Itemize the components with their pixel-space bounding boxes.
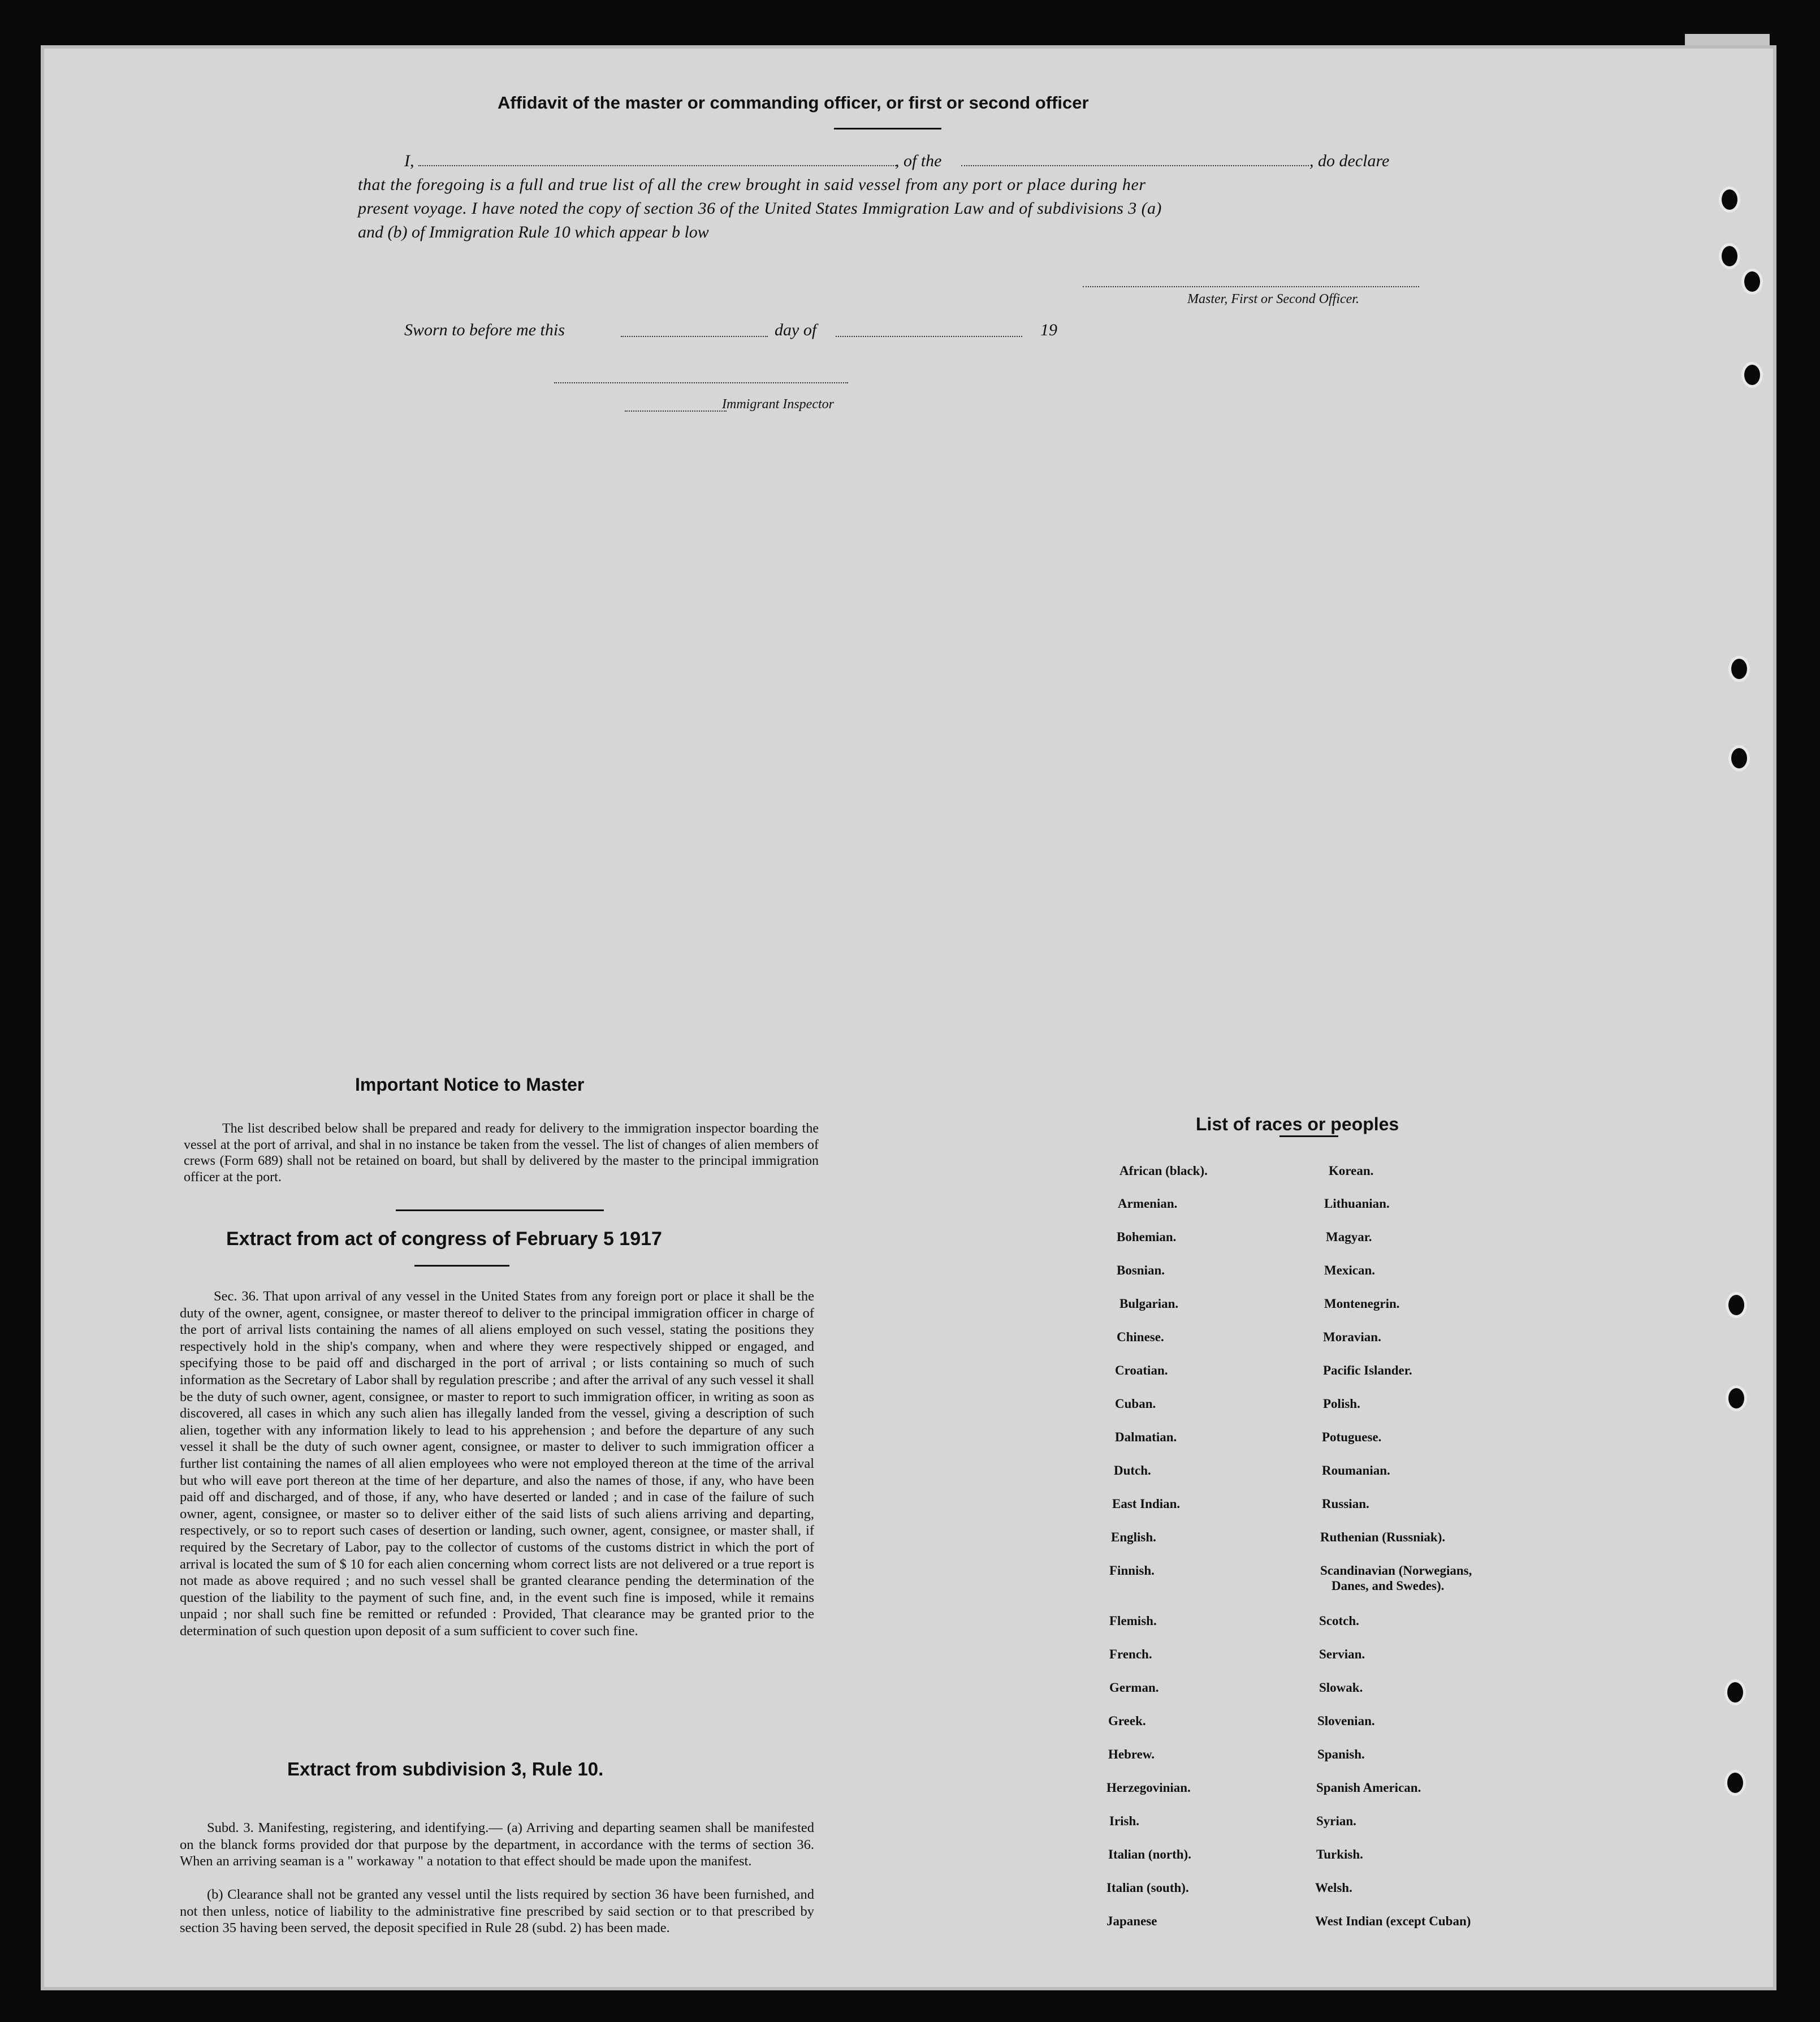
race-item: Bohemian. [1117,1230,1177,1244]
race-item: African (black). [1119,1164,1208,1178]
race-item: Bulgarian. [1119,1297,1179,1311]
race-item: Scandinavian (Norwegians, [1320,1563,1472,1578]
sworn-month-blank [836,336,1022,337]
binder-hole [1719,187,1740,213]
signature-label: Master, First or Second Officer. [1187,292,1359,306]
act-extract-text: Sec. 36. That upon arrival of any vessel in the United States from any foreign port or place it shall be the duty of the owner, agent, consignee, or master thereof to deliver to the principal immigration officer in charge of the port of arrival lists containing the names of all aliens employed on such vessel, stating the positions they respectively hold in the ship's company, when and where they were respectively shipped or engaged, and specifying those to be paid off and discharged in the port of arrival ; or lists containing so much of such information as the Secretary of Labor shall by regulation prescribe ; and after the arrival of any such vessel it shall be the duty of such owner, agent, consignee, or master to report to such immigration officer, in writing as soon as discovered, all cases in which any such alien has illegally landed from the vessel, giving a description of such alien, together with any information likely to lead to his apprehension ; and before the departure of any such vessel it shall be the duty of such owner agent, consignee, or master to deliver to such immigration officer a further list containing the names of all alien employees who were not employed thereon at the time of the arrival but who will eave port thereon at the time of her departure, and also the names of those, if any, who have been paid off and discharged, and of those, if any, who have deserted or landed ; and in case of the failure of such owner, agent, consignee, or master so to deliver either of the said lists of such aliens arriving and departing, respectively, or so to report such cases of desertion or landing, such owner, agent, consignee, or master shall, if required by the Secretary of Labor, pay to the collector of customs of the customs district in which the port of arrival is located the sum of $ 10 for each alien concerning whom correct lists are not delivered or a true report is not made as above required ; and no such vessel shall be granted clearance pending the determination of the question of the liability to the payment of such fine, and, in the event such fine is imposed, while it remains unpaid ; nor shall such fine be remitted or refunded : Provided, That clearance may be granted prior to the determination of such question upon deposit of a sum sufficient to cover such fine. [180,1289,814,1639]
affidavit-title-rule [834,128,941,129]
rule-extract-text-b: (b) Clearance shall not be granted any vessel until the lists required by section 36 have been furnished, and not then unless, notice of liability to the administrative fine prescribed by said section or to that prescribed by section 35 having been served, the deposit specified in Rule 28 (subd. 2) has been made. [180,1887,814,1936]
affidavit-vessel-blank [961,165,1309,166]
race-item: Dutch. [1114,1463,1151,1477]
races-title-underline [1279,1135,1338,1137]
binder-hole [1724,1679,1746,1705]
signature-line [1083,286,1419,287]
race-item: Dalmatian. [1115,1430,1177,1444]
race-item: Moravian. [1323,1330,1381,1344]
binder-hole [1728,745,1750,771]
affidavit-title: Affidavit of the master or commanding officer, or first or second officer [498,93,1089,113]
race-item: Turkish. [1316,1847,1363,1861]
rule-extract-title: Extract from subdivision 3, Rule 10. [287,1759,604,1779]
race-item: Korean. [1329,1164,1374,1178]
sworn-text-start: Sworn to before me this [404,321,565,339]
inspector-label: Immigrant Inspector [722,397,834,412]
race-item: Magyar. [1326,1230,1372,1244]
race-item: Hebrew. [1108,1747,1155,1761]
race-item: Scotch. [1319,1614,1359,1628]
race-item: Irish. [1109,1814,1140,1828]
act-extract-rule [414,1265,509,1267]
affidavit-line2: that the foregoing is a full and true list of all the crew brought in said vessel from any port or place during her [358,175,1146,194]
document-sheet [41,45,1776,1990]
race-item: Welsh. [1315,1881,1352,1895]
sworn-day-blank [621,336,768,337]
notice-title: Important Notice to Master [355,1074,585,1095]
rule-extract-text-a: Subd. 3. Manifesting, registering, and identifying.— (a) Arriving and departing seamen shall be manifested on the blanck forms provided dor that purpose by the department, in accordance with the terms of section 36. When an arriving seaman is a " workaway " a notation to that effect should be made upon the manifest. [180,1820,814,1869]
race-item: Flemish. [1109,1614,1157,1628]
race-item: Lithuanian. [1324,1196,1390,1211]
race-item: Servian. [1319,1647,1365,1661]
race-item: Italian (south). [1106,1881,1189,1895]
race-item: Bosnian. [1117,1263,1165,1277]
inspector-line-top [554,382,848,383]
affidavit-line3: present voyage. I have noted the copy of section 36 of the United States Immigration Law and of subdivisions 3 (a) [358,199,1162,218]
affidavit-line1-mid: , of the [895,152,942,170]
binder-hole [1726,1385,1747,1411]
race-item: Montenegrin. [1324,1297,1400,1311]
affidavit-line4: and (b) of Immigration Rule 10 which appear b low [358,223,709,241]
race-item: Slowak. [1319,1680,1363,1695]
affidavit-name-blank [418,165,896,166]
race-item: Cuban. [1115,1397,1156,1411]
race-item: Armenian. [1118,1196,1178,1211]
bleed-through-text [294,113,306,150]
notice-rule [396,1209,604,1211]
binder-hole [1741,362,1763,388]
race-item: Spanish American. [1316,1781,1421,1795]
binder-hole [1728,656,1750,682]
binder-hole [1741,269,1763,295]
binder-hole [1719,243,1740,269]
notice-text: The list described below shall be prepared and ready for delivery to the immigration inspector boarding the vessel at the port of arrival, and shal in no instance be taken from the vessel. The list of changes of alien members of crews (Form 689) shall not be retained on board, but shall by delivered by the master to the principal immigration officer at the port. [184,1121,819,1185]
inspector-line-bottom [625,411,727,412]
race-item: Roumanian. [1322,1463,1390,1477]
race-item: Herzegovinian. [1106,1781,1191,1795]
race-item: Mexican. [1324,1263,1376,1277]
race-item: English. [1111,1530,1156,1544]
race-item: French. [1109,1647,1152,1661]
race-item: Ruthenian (Russniak). [1320,1530,1446,1544]
act-extract-title: Extract from act of congress of February 5 1917 [226,1228,662,1250]
sworn-text-end: 19 [1040,321,1057,339]
race-item: Spanish. [1317,1747,1365,1761]
binder-hole [1726,1292,1747,1318]
race-item: Japanese [1106,1914,1157,1928]
race-item: Polish. [1323,1397,1360,1411]
race-item: Danes, and Swedes). [1332,1579,1445,1593]
race-item: Finnish. [1109,1563,1155,1578]
sworn-text-mid: day of [775,321,817,339]
race-item: Potuguese. [1322,1430,1382,1444]
race-item: German. [1109,1680,1159,1695]
race-item: West Indian (except Cuban) [1315,1914,1471,1928]
affidavit-line1-end: , do declare [1309,152,1390,170]
race-item: Chinese. [1117,1330,1164,1344]
race-item: Italian (north). [1108,1847,1191,1861]
race-item: Greek. [1108,1714,1146,1728]
affidavit-line1-start: I, [404,152,414,170]
race-item: Slovenian. [1317,1714,1375,1728]
race-item: Russian. [1322,1497,1369,1511]
races-title: List of races or peoples [1196,1114,1399,1134]
race-item: Croatian. [1115,1363,1168,1377]
race-item: Syrian. [1316,1814,1356,1828]
race-item: East Indian. [1112,1497,1181,1511]
race-item: Pacific Islander. [1323,1363,1412,1377]
binder-hole [1724,1770,1746,1796]
